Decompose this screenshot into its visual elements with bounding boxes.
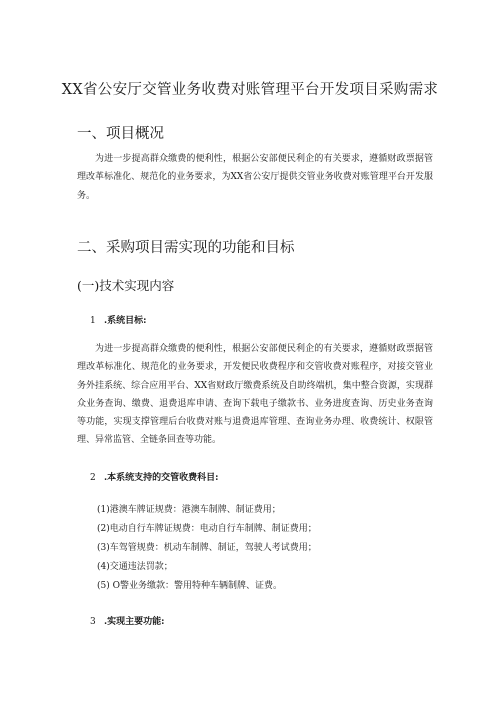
item-number: 2 — [90, 473, 96, 483]
fee-subject-list-item: (5) O警业务缴款：警用特种车辆制牌、证费。 — [97, 581, 282, 591]
item-heading-system-goal — [90, 313, 146, 326]
fee-subject-list-item: (3)车驾管规费：机动车制牌、制证，驾驶人考试费用； — [97, 543, 317, 553]
item-label: .系统目标: — [104, 316, 147, 326]
document-title: XX省公安厅交管业务收费对账管理平台开发项目采购需求 — [61, 82, 439, 98]
fee-subject-list-item: (4)交通违法罚款； — [97, 562, 173, 572]
item-number: 3 — [90, 617, 96, 627]
fee-subject-list-item: (2)电动自行车牌证规费：电动自行车制牌、制证费用； — [97, 524, 317, 534]
overview-paragraph: 为进一步提高群众缴费的便利性，根据公安部便民利企的有关要求，遵循财政票据管理改革标准化、规范化的业务要求，为XX省公安厅提供交管业务收费对账管理平台开发服务。 — [77, 154, 433, 201]
fee-subject-list-item: (1)港澳车牌证规费：港澳车制牌、制证费用； — [97, 505, 281, 515]
item-number: 1 — [90, 316, 96, 326]
item-heading-main-functions — [90, 614, 164, 627]
subsection-heading-tech: (一)技术实现内容 — [77, 278, 175, 293]
item-label: .实现主要功能: — [104, 617, 165, 627]
system-goal-paragraph: 为进一步提高群众缴费的便利性，根据公安部便民利企的有关要求，遵循财政票据管理改革标准化、规范化的业务要求，开发便民收费程序和交管收费对账程序，对接交管业务外挂系统、综合应用平台、XX省财政厅缴费系统及自助终端机，集中整合资源，实现群众业务查询、缴费、退费退库申请、查询下载电子缴款书、业务进度查询、历史业务查询等功能，实现支撑管理后台收费对账与退费退库管理、查询业务办理、收费统计、权限管理、异常监管、全链条回查等功能。 — [77, 344, 433, 446]
section-heading-overview: 一、项目概况 — [77, 126, 164, 142]
item-label: .本系统支持的交管收费科目: — [104, 473, 219, 483]
section-heading-functions: 二、采购项目需实现的功能和目标 — [77, 240, 295, 256]
item-heading-fee-subjects — [90, 470, 218, 483]
